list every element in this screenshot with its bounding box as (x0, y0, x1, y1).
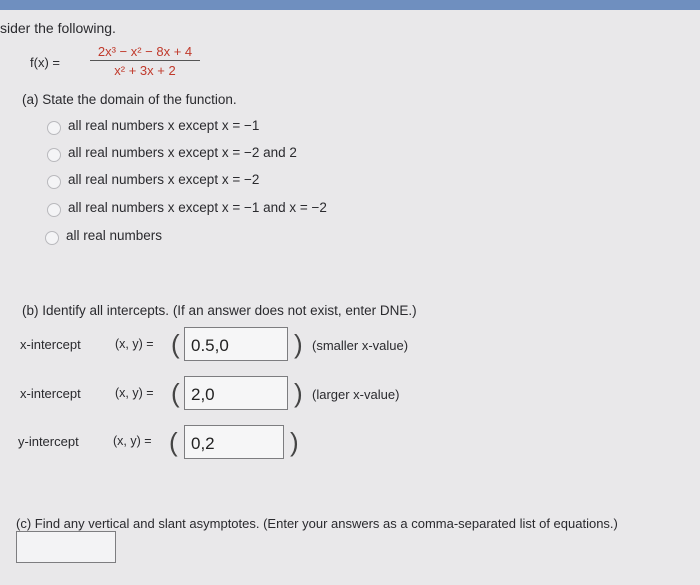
domain-option-1-label[interactable]: all real numbers x except x = −1 (68, 118, 260, 133)
function-denominator: x² + 3x + 2 (114, 63, 176, 78)
part-a-question: (a) State the domain of the function. (22, 92, 237, 107)
x-intercept-1-note: (smaller x-value) (312, 338, 409, 353)
domain-option-5-label[interactable]: all real numbers (66, 228, 163, 243)
x-intercept-2-label: x-intercept (20, 386, 81, 401)
x-intercept-1-input[interactable]: 0.5,0 (184, 327, 288, 361)
top-header-bar (0, 0, 700, 10)
asymptotes-input[interactable] (16, 531, 116, 563)
domain-option-3-label[interactable]: all real numbers x except x = −2 (68, 172, 260, 187)
domain-option-5-radio[interactable] (45, 231, 59, 245)
open-paren-1: ( (171, 329, 180, 359)
function-fraction (90, 44, 200, 78)
domain-option-4-radio[interactable] (47, 203, 61, 217)
x-intercept-1-label: x-intercept (20, 337, 81, 352)
x-intercept-1-xy: (x, y) = (115, 337, 154, 351)
x-intercept-2-note: (larger x-value) (312, 387, 400, 402)
domain-option-2-label[interactable]: all real numbers x except x = −2 and 2 (68, 145, 297, 160)
y-intercept-label: y-intercept (18, 434, 79, 449)
close-paren-3: ) (290, 427, 299, 457)
intro-text: sider the following. (0, 20, 116, 36)
open-paren-3: ( (169, 427, 178, 457)
part-c-question: (c) Find any vertical and slant asymptotes. (Enter your answers as a comma-separated list of equations.) (16, 516, 618, 531)
domain-option-2-radio[interactable] (47, 148, 61, 162)
part-b-question: (b) Identify all intercepts. (If an answer does not exist, enter DNE.) (22, 303, 417, 318)
x-intercept-2-input[interactable]: 2,0 (184, 376, 288, 410)
x-intercept-2-xy: (x, y) = (115, 386, 154, 400)
y-intercept-input[interactable]: 0,2 (184, 425, 284, 459)
open-paren-2: ( (171, 378, 180, 408)
domain-option-4-label[interactable]: all real numbers x except x = −1 and x = −2 (68, 200, 327, 215)
domain-option-3-radio[interactable] (47, 175, 61, 189)
close-paren-1: ) (294, 329, 303, 359)
close-paren-2: ) (294, 378, 303, 408)
y-intercept-xy: (x, y) = (113, 434, 152, 448)
domain-option-1-radio[interactable] (47, 121, 61, 135)
function-numerator: 2x³ − x² − 8x + 4 (90, 44, 200, 61)
function-label: f(x) = (30, 55, 60, 70)
